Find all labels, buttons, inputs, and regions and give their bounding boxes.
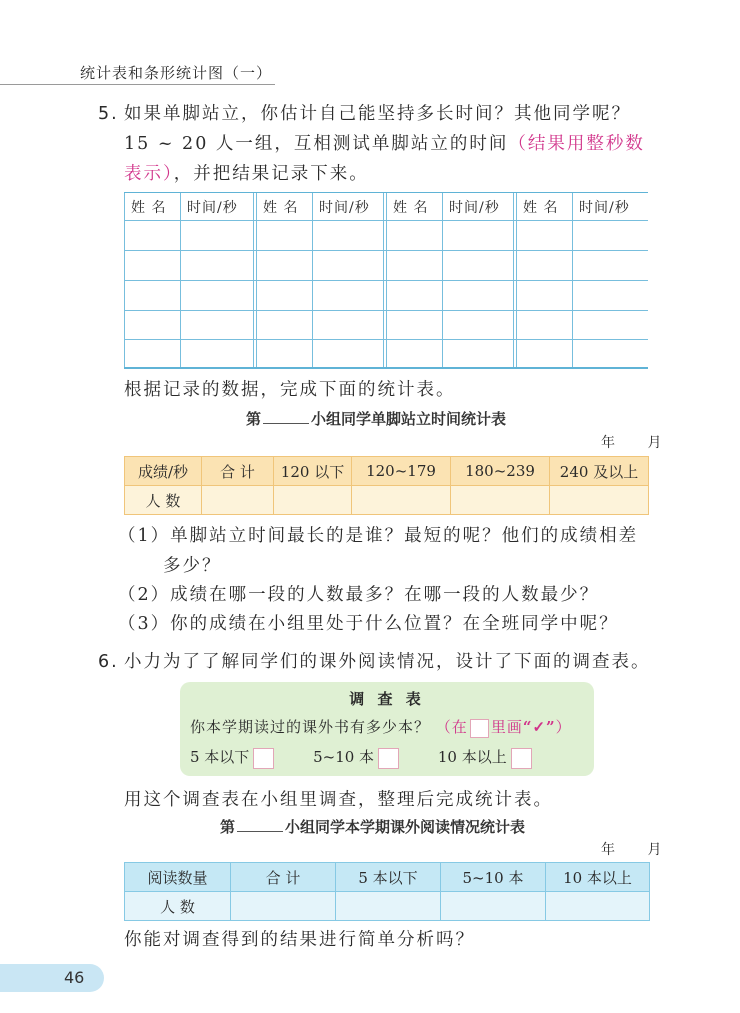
stat-header: 5 本以下 [336, 863, 441, 892]
stat-header: 5~10 本 [441, 863, 546, 892]
q5-table-title [246, 408, 506, 429]
sub-number: （1） [118, 526, 171, 546]
table-title-suffix: 小组同学单脚站立时间统计表 [311, 410, 507, 428]
stat-header: 120~179 [352, 457, 451, 486]
q5-number: 5. [98, 104, 119, 124]
q5-line3 [124, 159, 369, 189]
record-header-time: 时间/秒 [449, 200, 500, 216]
q5-line2-a: 15 ~ 20 人一组，互相测试单脚站立的时间 [124, 134, 509, 154]
stat-row-label: 人 数 [125, 486, 202, 515]
chapter-title: 统计表和条形统计图（一） [80, 64, 273, 82]
record-header-time: 时间/秒 [187, 200, 238, 216]
q5-sub3 [118, 609, 619, 639]
q6-date: 年 月 [601, 842, 676, 858]
stat-header: 10 本以上 [546, 863, 650, 892]
q5-line2 [124, 129, 645, 159]
record-header-name: 姓 名 [523, 200, 559, 216]
q5-line3-b: ，并把结果记录下来。 [173, 164, 369, 184]
record-header-time: 时间/秒 [579, 200, 630, 216]
survey-option: 5 本以下 [190, 748, 274, 766]
page-number: 46 [64, 968, 85, 987]
sub-text: 单脚站立时间最长的是谁？最短的呢？他们的成绩相差 [170, 526, 639, 546]
table-title-prefix: 第 [220, 818, 236, 836]
q5-line1: 如果单脚站立，你估计自己能坚持多长时间？其他同学呢？ [124, 104, 631, 124]
sub-number: （3） [118, 614, 171, 634]
stat-header: 240 及以上 [550, 457, 649, 486]
stat-header: 120 以下 [274, 457, 352, 486]
survey-question [190, 716, 572, 738]
q6-closing: 你能对调查得到的结果进行简单分析吗？ [124, 930, 475, 950]
q6-table-title [220, 816, 525, 837]
q5-line3-hint: 表示） [124, 164, 174, 184]
survey-question-text: 你本学期读过的课外书有多少本？ [190, 718, 431, 736]
sub-text: 你的成绩在小组里处于什么位置？在全班同学中呢？ [170, 614, 619, 634]
q5-sub1 [118, 521, 638, 551]
stat-header: 180~239 [451, 457, 550, 486]
option-checkbox[interactable] [378, 748, 399, 769]
stat-header: 合 计 [202, 457, 274, 486]
stat-header: 阅读数量 [125, 863, 231, 892]
record-header-name: 姓 名 [131, 200, 167, 216]
stat-cell[interactable] [451, 486, 550, 515]
reading-stat-table [124, 862, 650, 921]
q5-sub1-cont: 多少？ [163, 556, 222, 576]
stat-cell[interactable] [352, 486, 451, 515]
q5-sub2 [118, 580, 599, 610]
q6-number: 6. [98, 652, 119, 672]
stat-header: 成绩/秒 [125, 457, 202, 486]
page-number-tab [0, 964, 104, 992]
checkbox-icon [470, 719, 489, 738]
group-number-blank[interactable] [237, 817, 283, 832]
survey-options [190, 746, 532, 769]
group-number-blank[interactable] [263, 409, 309, 424]
survey-card [180, 682, 594, 776]
stat-cell[interactable] [441, 892, 546, 921]
option-checkbox[interactable] [511, 748, 532, 769]
checkmark-icon: “✓” [522, 718, 556, 736]
record-header-time: 时间/秒 [319, 200, 370, 216]
survey-option: 5~10 本 [313, 748, 399, 766]
sub-number: （2） [118, 585, 171, 605]
option-checkbox[interactable] [253, 748, 274, 769]
header-divider [0, 84, 275, 85]
record-grid [124, 192, 648, 368]
standing-time-stat-table [124, 456, 649, 515]
q5-date: 年 月 [601, 435, 676, 451]
q5-instruction: 根据记录的数据，完成下面的统计表。 [124, 380, 456, 400]
record-header-name: 姓 名 [263, 200, 299, 216]
q6-line1: 小力为了了解同学们的课外阅读情况，设计了下面的调查表。 [124, 652, 651, 672]
survey-title: 调 查 表 [349, 690, 425, 708]
survey-hint: （在 里画“✓”） [435, 718, 572, 736]
stat-cell[interactable] [202, 486, 274, 515]
stat-cell[interactable] [336, 892, 441, 921]
stat-cell[interactable] [550, 486, 649, 515]
stat-header: 合 计 [231, 863, 336, 892]
sub-text: 成绩在哪一段的人数最多？在哪一段的人数最少？ [170, 585, 600, 605]
table-title-prefix: 第 [246, 410, 262, 428]
stat-cell[interactable] [274, 486, 352, 515]
stat-cell[interactable] [231, 892, 336, 921]
stat-cell[interactable] [546, 892, 650, 921]
table-title-suffix: 小组同学本学期课外阅读情况统计表 [285, 818, 526, 836]
stat-row-label: 人 数 [125, 892, 231, 921]
q5-line2-hint: （结果用整秒数 [508, 134, 645, 154]
survey-option: 10 本以上 [438, 748, 532, 766]
q6-instruction: 用这个调查表在小组里调查，整理后完成统计表。 [124, 790, 553, 810]
record-header-name: 姓 名 [393, 200, 429, 216]
